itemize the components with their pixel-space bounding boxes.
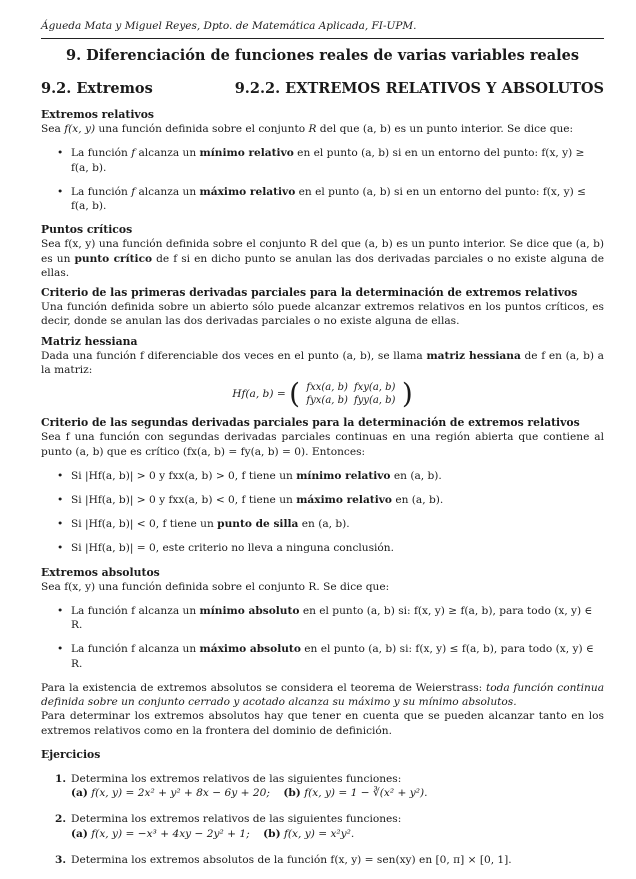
matrix-cell: fxx(a, b) xyxy=(306,382,348,394)
list-item: • La función f alcanza un mínimo relativo en el punto (a, b) si en un entorno del punto: f(x, y) ≥ f(a, b). xyxy=(41,146,604,174)
heading-criterio-segundas: Criterio de las segundas derivadas parciales para la determinación de extremos relativos xyxy=(41,416,580,430)
body-content xyxy=(41,108,604,879)
criterio1-text: Una función definida sobre un abierto sólo puede alcanzar extremos relativos en los puntos críticos, es decir, donde se anulan las dos derivadas parciales o no existe alguna de ellas. xyxy=(41,301,604,328)
heading-puntos-criticos: Puntos críticos xyxy=(41,223,133,237)
hessian-matrix xyxy=(303,381,398,407)
list-item: • La función f alcanza un máximo relativo en el punto (a, b) si en un entorno del punto: f(x, y) ≤ f(a, b). xyxy=(41,185,604,213)
list-item: • Si |Hf(a, b)| > 0 y fxx(a, b) > 0, f tiene un mínimo relativo en (a, b). xyxy=(41,469,604,483)
matrix-cell: fyy(a, b) xyxy=(353,395,396,407)
exercise-item: 2. Determina los extremos relativos de las siguientes funciones: (a) f(x, y) = −x³ + 4xy − 2y² + 1; (b) f(x, y) = x²y². xyxy=(55,813,402,840)
exercise-item: 1. Determina los extremos relativos de las siguientes funciones: (a) f(x, y) = 2x² + y² + 8x − 6y + 20; (b) f(x, y) = 1 − ∛(x² + y²). xyxy=(55,772,428,800)
header-rule xyxy=(41,38,604,39)
hessian-lhs: Hf(a, b) = xyxy=(232,388,286,401)
absolutos-list xyxy=(41,604,604,671)
page xyxy=(41,0,605,866)
right-paren: ) xyxy=(401,377,413,411)
list-item: • Si |Hf(a, b)| < 0, f tiene un punto de silla en (a, b). xyxy=(41,517,604,531)
exercise-list xyxy=(41,772,604,867)
matrix-cell: fxy(a, b) xyxy=(353,382,396,394)
heading-ejercicios: Ejercicios xyxy=(41,747,101,761)
hessian-equation xyxy=(41,377,604,411)
list-item: • Si |Hf(a, b)| = 0, este criterio no lleva a ninguna conclusión. xyxy=(41,541,604,555)
chapter-title: 9. Diferenciación de funciones reales de varias variables reales xyxy=(66,47,579,64)
relativos-intro: Sea f(x, y) una función definida sobre el conjunto R del que (a, b) es un punto interior. Se dice que: xyxy=(41,123,574,136)
heading-criterio-primeras: Criterio de las primeras derivadas parciales para la determinación de extremos relativos xyxy=(41,286,578,300)
running-header: Águeda Mata y Miguel Reyes, Dpto. de Matemática Aplicada, FI-UPM. xyxy=(41,20,417,32)
list-item: • La función f alcanza un mínimo absoluto en el punto (a, b) si: f(x, y) ≥ f(a, b), para todo (x, y) ∈ R. xyxy=(41,604,604,632)
list-item: • Si |Hf(a, b)| > 0 y fxx(a, b) < 0, f tiene un máximo relativo en (a, b). xyxy=(41,493,604,507)
criterio2-text: Sea f una función con segundas derivadas parciales continuas en una región abierta que contiene al punto (a, b) que es crítico (fx(a, b) = fy(a, b) = 0). Entonces: xyxy=(41,431,604,458)
criterio2-list xyxy=(41,469,604,556)
list-item: • La función f alcanza un máximo absoluto en el punto (a, b) si: f(x, y) ≤ f(a, b), para todo (x, y) ∈ R. xyxy=(41,642,604,670)
absolutos-final: Para determinar los extremos absolutos hay que tener en cuenta que se pueden alcanzar tanto en los extremos relativos como en la frontera del dominio de definición. xyxy=(41,710,604,737)
section-title: 9.2. Extremos xyxy=(41,80,153,97)
heading-matriz-hessiana: Matriz hessiana xyxy=(41,334,138,348)
heading-extremos-relativos: Extremos relativos xyxy=(41,108,154,121)
exercise-item: 3. Determina los extremos absolutos de la función f(x, y) = sen(xy) en [0, π] × [0, 1]. xyxy=(55,853,512,866)
hessiana-text: Dada una función f diferenciable dos veces en el punto (a, b), se llama matriz hessiana de f en (a, b) a la matriz: xyxy=(41,349,604,377)
weierstrass-text: Para la existencia de extremos absolutos se considera el teorema de Weierstrass: toda función continua definida sobre un conjunto cerrado y acotado alcanza su máximo y su mínimo absolutos. xyxy=(41,681,605,709)
subsection-title: 9.2.2. EXTREMOS RELATIVOS Y ABSOLUTOS xyxy=(234,80,604,97)
criticos-text: Sea f(x, y) una función definida sobre el conjunto R del que (a, b) es un punto interior. Se dice que (a, b) es un punto crítico de f si en dicho punto se anulan las dos derivadas parciales o no existe alguna de ellas. xyxy=(41,238,604,279)
matrix-cell: fyx(a, b) xyxy=(306,395,348,407)
absolutos-intro: Sea f(x, y) una función definida sobre el conjunto R. Se dice que: xyxy=(41,580,390,593)
heading-extremos-absolutos: Extremos absolutos xyxy=(41,565,160,579)
relativos-list xyxy=(41,146,604,213)
left-paren: ( xyxy=(289,377,301,411)
